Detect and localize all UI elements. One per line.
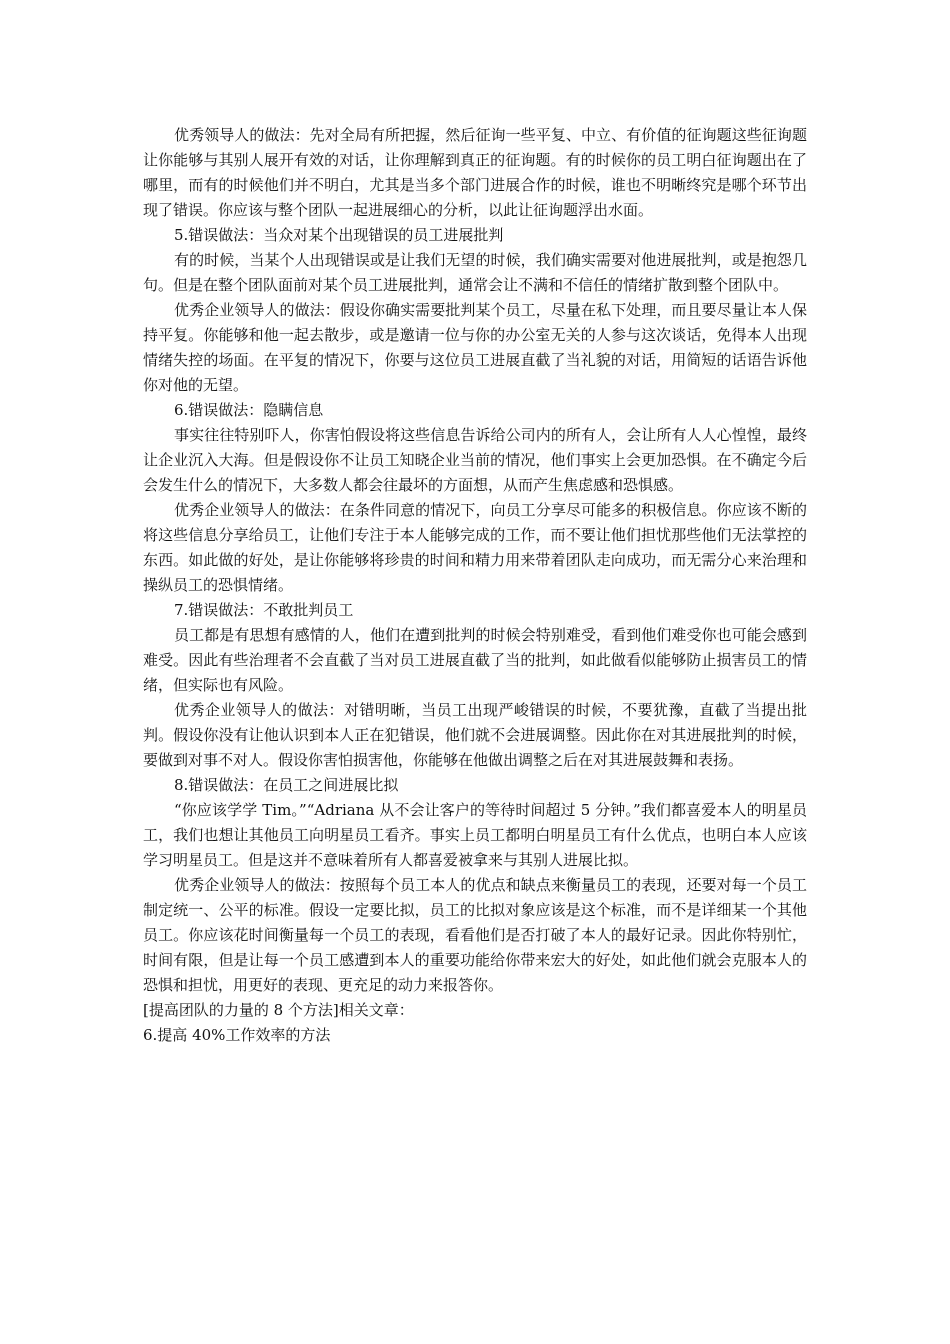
related-articles-label: [提高团队的力量的 8 个方法]相关文章：	[143, 1001, 414, 1019]
paragraph-mistake-5: 有的时候，当某个人出现错误或是让我们无望的时候，我们确实需要对他进展批判，或是抱怨几句。但是在整个团队面前对某个员工进展批判，通常会让不满和不信任的情绪扩散到整个团队中。	[143, 251, 807, 294]
paragraph-mistake-6: 事实往往特别吓人，你害怕假设将这些信息告诉给公司内的所有人，会让所有人人心惶惶，最终让企业沉入大海。但是假设你不让员工知晓企业当前的情况，他们事实上会更加恐惧。在不确定今后会发生什么的情况下，大多数人都会往最坏的方面想，从而产生焦虑感和恐惧感。	[143, 426, 807, 494]
section-heading-5: 5.错误做法：当众对某个出现错误的员工进展批判	[174, 226, 504, 244]
paragraph-leader-approach-7: 优秀企业领导人的做法：对错明晰，当员工出现严峻错误的时候，不要犹豫，直截了当提出批判。假设你没有让他认识到本人正在犯错误，他们就不会进展调整。因此你在对其进展批判的时候，要做到对事不对人。假设你害怕损害他，你能够在他做出调整之后在对其进展鼓舞和表扬。	[143, 701, 807, 769]
paragraph-leader-approach-1: 优秀领导人的做法：先对全局有所把握，然后征询一些平复、中立、有价值的征询题这些征询题让你能够与其别人展开有效的对话，让你理解到真正的征询题。有的时候你的员工明白征询题出在了哪里，而有的时候他们并不明白，尤其是当多个部门进展合作的时候，谁也不明晰终究是哪个环节出现了错误。你应该与整个团队一起进展细心的分析，以此让征询题浮出水面。	[143, 126, 807, 219]
paragraph-leader-approach-8: 优秀企业领导人的做法：按照每个员工本人的优点和缺点来衡量员工的表现，还要对每一个员工制定统一、公平的标准。假设一定要比拟，员工的比拟对象应该是这个标准，而不是详细某一个其他员工。你应该花时间衡量每一个员工的表现，看看他们是否打破了本人的最好记录。因此你特别忙，时间有限，但是让每一个员工感遭到本人的重要功能给你带来宏大的好处，如此他们就会克服本人的恐惧和担忧，用更好的表现、更充足的动力来报答你。	[143, 876, 807, 994]
section-heading-7: 7.错误做法：不敢批判员工	[174, 601, 354, 619]
section-heading-8: 8.错误做法：在员工之间进展比拟	[174, 776, 399, 794]
related-article-link[interactable]: 6.提高 40%工作效率的方法	[143, 1026, 331, 1044]
section-heading-6: 6.错误做法：隐瞒信息	[174, 401, 324, 419]
paragraph-leader-approach-6: 优秀企业领导人的做法：在条件同意的情况下，向员工分享尽可能多的积极信息。你应该不断的将这些信息分享给员工，让他们专注于本人能够完成的工作，而不要让他们担忧那些他们无法掌控的东西。如此做的好处，是让你能够将珍贵的时间和精力用来带着团队走向成功，而无需分心来治理和操纵员工的恐惧情绪。	[143, 501, 807, 594]
paragraph-mistake-8: “你应该学学 Tim。”“Adriana 从不会让客户的等待时间超过 5 分钟。”我们都喜爱本人的明星员工，我们也想让其他员工向明星员工看齐。事实上员工都明白明星员工有什么优点，也明白本人应该学习明星员工。但是这并不意味着所有人都喜爱被拿来与其别人进展比拟。	[143, 801, 807, 869]
paragraph-mistake-7: 员工都是有思想有感情的人，他们在遭到批判的时候会特别难受，看到他们难受你也可能会感到难受。因此有些治理者不会直截了当对员工进展直截了当的批判，如此做看似能够防止损害员工的情绪，但实际也有风险。	[143, 626, 807, 694]
document-page	[143, 123, 807, 1048]
paragraph-leader-approach-5: 优秀企业领导人的做法：假设你确实需要批判某个员工，尽量在私下处理，而且要尽量让本人保持平复。你能够和他一起去散步，或是邀请一位与你的办公室无关的人参与这次谈话，免得本人出现情绪失控的场面。在平复的情况下，你要与这位员工进展直截了当礼貌的对话，用简短的话语告诉他你对他的无望。	[143, 301, 807, 394]
